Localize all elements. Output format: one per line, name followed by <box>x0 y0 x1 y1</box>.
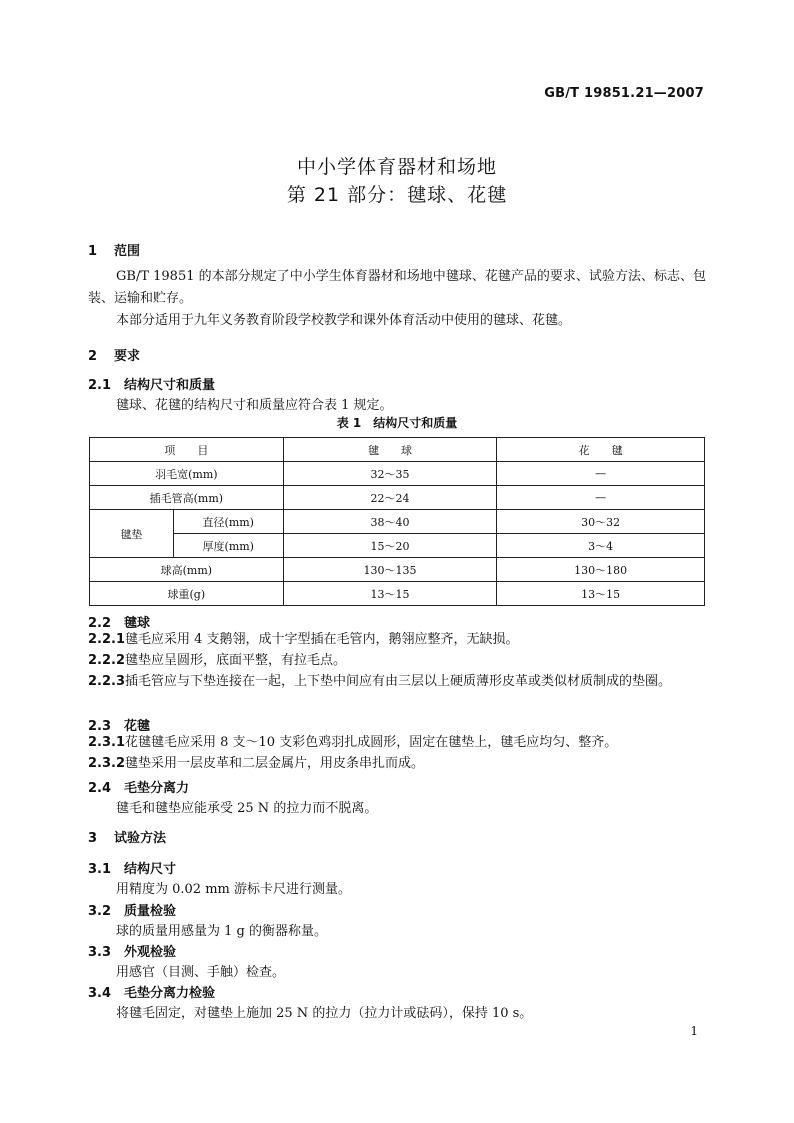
subsection-number: 3.3 <box>88 945 112 960</box>
section-title: 要求 <box>114 349 141 364</box>
cell-huajian: 30～32 <box>497 510 705 534</box>
cell-huajian: 130～180 <box>497 558 705 582</box>
cell-jianqiu: 15～20 <box>283 534 497 558</box>
subsection-title: 花毽 <box>124 719 151 734</box>
header-item: 项 目 <box>90 438 284 462</box>
row-label: 插毛管高(mm) <box>90 486 284 510</box>
clause-number: 2.2.2 <box>88 653 126 668</box>
cell-jianqiu: 32～35 <box>283 462 497 486</box>
row-label: 球重(g) <box>90 582 284 606</box>
table-row <box>90 534 705 558</box>
subsection-heading-3-2 <box>88 900 176 919</box>
section-title: 范围 <box>114 244 141 259</box>
subsection-title: 毛垫分离力 <box>124 781 190 796</box>
section-heading-3 <box>88 827 166 846</box>
paragraph-3-2: 球的质量用感量为 1 g 的衡器称量。 <box>116 924 327 939</box>
clause-number: 2.2.1 <box>88 632 126 647</box>
row-group-label: 毽垫 <box>90 510 174 558</box>
table-row <box>90 558 705 582</box>
spec-table <box>89 437 705 606</box>
subsection-heading-2-1 <box>88 374 215 393</box>
subsection-heading-3-4 <box>88 982 215 1001</box>
table-row <box>90 486 705 510</box>
section-heading-2 <box>88 345 140 364</box>
document-title: 中小学体育器材和场地 <box>296 156 497 178</box>
paragraph-2-1: 毽球、花毽的结构尺寸和质量应符合表 1 规定。 <box>116 398 393 413</box>
subsection-title: 质量检验 <box>124 904 177 919</box>
subsection-number: 2.4 <box>88 781 112 796</box>
table-row <box>90 510 705 534</box>
clause-2-2-3 <box>88 671 706 693</box>
cell-jianqiu: 13～15 <box>283 582 497 606</box>
section-heading-1 <box>88 240 140 259</box>
subsection-title: 毽球 <box>124 616 151 631</box>
subsection-title: 结构尺寸 <box>124 862 177 877</box>
row-label: 厚度(mm) <box>173 534 283 558</box>
row-label: 球高(mm) <box>90 558 284 582</box>
subsection-number: 2.2 <box>88 616 112 631</box>
document-subtitle: 第 21 部分：毽球、花毽 <box>286 184 508 206</box>
paragraph-3-1: 用精度为 0.02 mm 游标卡尺进行测量。 <box>116 882 351 897</box>
clause-number: 2.3.2 <box>88 756 126 771</box>
table-row <box>90 462 705 486</box>
clause-2-2-2 <box>88 650 706 672</box>
clause-text: 毽垫应呈圆形，底面平整，有拉毛点。 <box>125 653 347 668</box>
header-huajian: 花 毽 <box>497 438 705 462</box>
header-jianqiu: 毽 球 <box>283 438 497 462</box>
paragraph-3-4: 将毽毛固定，对毽垫上施加 25 N 的拉力（拉力计或砝码），保持 10 s。 <box>116 1006 533 1021</box>
clause-text: 毽垫采用一层皮革和二层金属片，用皮条串扎而成。 <box>125 756 425 771</box>
clause-text: 花毽毽毛应采用 8 支～10 支彩色鸡羽扎成圆形，固定在毽垫上，毽毛应均匀、整齐。 <box>125 735 618 750</box>
cell-huajian: 13～15 <box>497 582 705 606</box>
paragraph-scope-1: GB/T 19851 的本部分规定了中小学生体育器材和场地中毽球、花毽产品的要求、试验方法、标志、包装、运输和贮存。 <box>88 269 706 306</box>
subsection-number: 3.4 <box>88 986 112 1001</box>
clause-number: 2.2.3 <box>88 674 126 689</box>
table-caption: 表 1 结构尺寸和质量 <box>336 416 458 430</box>
subsection-heading-3-3 <box>88 941 176 960</box>
clause-number: 2.3.1 <box>88 735 126 750</box>
cell-jianqiu: 130～135 <box>283 558 497 582</box>
subsection-number: 2.1 <box>88 378 112 393</box>
cell-jianqiu: 38～40 <box>283 510 497 534</box>
subsection-heading-2-4 <box>88 777 189 796</box>
clause-text: 插毛管应与下垫连接在一起，上下垫中间应有由三层以上硬质薄形皮革或类似材质制成的垫圈。 <box>125 674 672 689</box>
section-number: 2 <box>88 349 98 364</box>
clause-2-3-2 <box>88 753 706 775</box>
section-number: 1 <box>88 244 98 259</box>
section-number: 3 <box>88 831 98 846</box>
subsection-number: 3.2 <box>88 904 112 919</box>
paragraph-scope-2: 本部分适用于九年义务教育阶段学校教学和课外体育活动中使用的毽球、花毽。 <box>116 313 572 328</box>
subsection-number: 2.3 <box>88 719 112 734</box>
cell-jianqiu: 22～24 <box>283 486 497 510</box>
clause-2-3-1 <box>88 732 706 754</box>
clause-2-2-1 <box>88 629 706 651</box>
subsection-title: 外观检验 <box>124 945 177 960</box>
row-label: 直径(mm) <box>173 510 283 534</box>
standard-code: GB/T 19851.21—2007 <box>544 86 704 101</box>
table-header-row <box>90 438 705 462</box>
subsection-heading-3-1 <box>88 858 176 877</box>
cell-huajian: — <box>497 462 705 486</box>
table-row <box>90 582 705 606</box>
page-number: 1 <box>690 1024 698 1038</box>
section-title: 试验方法 <box>114 831 167 846</box>
cell-huajian: 3～4 <box>497 534 705 558</box>
clause-text: 毽毛应采用 4 支鹅翎，成十字型插在毛管内，鹅翎应整齐，无缺损。 <box>125 632 519 647</box>
cell-huajian: — <box>497 486 705 510</box>
row-label: 羽毛宽(mm) <box>90 462 284 486</box>
subsection-number: 3.1 <box>88 862 112 877</box>
subsection-title: 毛垫分离力检验 <box>124 986 216 1001</box>
paragraph-2-4: 毽毛和毽垫应能承受 25 N 的拉力而不脱离。 <box>116 801 378 816</box>
subsection-title: 结构尺寸和质量 <box>124 378 216 393</box>
paragraph-3-3: 用感官（目测、手触）检查。 <box>116 965 286 980</box>
